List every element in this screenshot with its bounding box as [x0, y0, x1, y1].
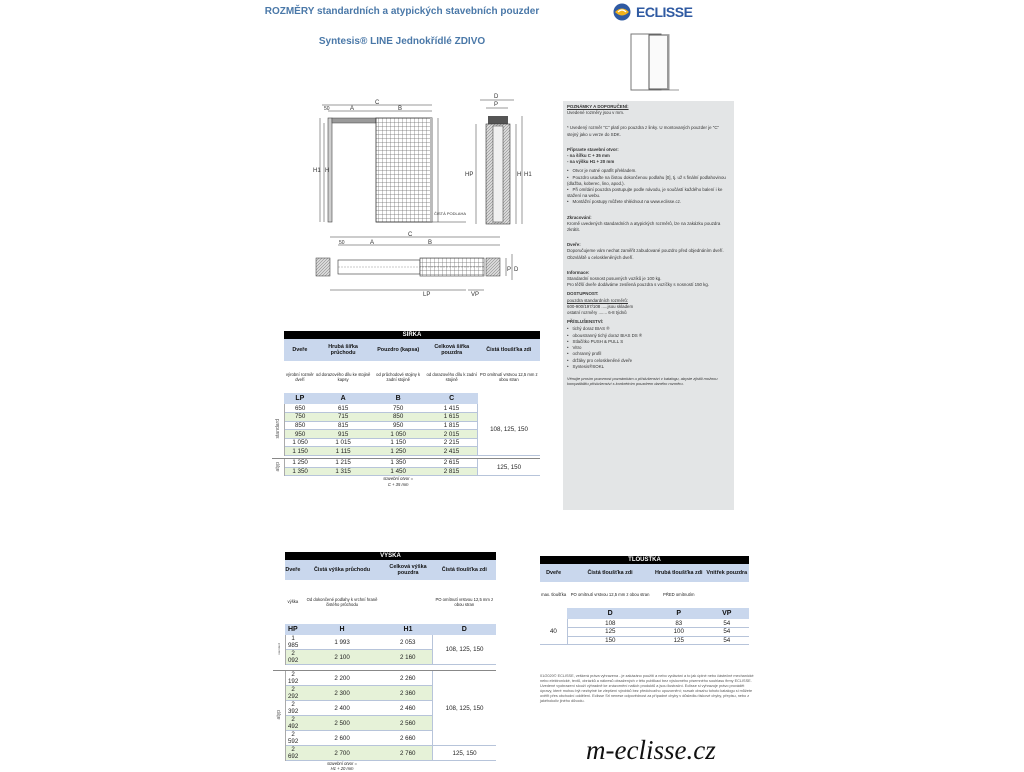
- width-desc: od dorazového dílu ke stojině kapsy: [316, 361, 371, 393]
- table-cell: 54: [705, 636, 749, 645]
- accessory-item: • držáky pro celoskleněné dveře: [567, 358, 730, 364]
- thickness-desc: [705, 582, 749, 608]
- dim-hp: HP: [465, 172, 474, 178]
- table-cell: 2 300: [301, 686, 384, 701]
- accessory-item: • Vitro: [567, 345, 730, 351]
- page-title: ROZMĚRY standardních a atypických stavebních pouzder: [264, 6, 540, 17]
- height-header: Celková výška pouzdra: [383, 560, 432, 580]
- table-cell: 1 015: [316, 438, 371, 447]
- table-cell: 2 760: [383, 746, 432, 761]
- table-cell: 650: [284, 404, 316, 413]
- table-cell: 150: [567, 636, 653, 645]
- opening-heading: Připravte stavební otvor:: [567, 146, 619, 152]
- dim-c-top: C: [375, 100, 380, 106]
- height-table-title: VÝŠKA: [285, 552, 496, 560]
- table-cell: 100: [653, 628, 705, 637]
- table-cell: 750: [284, 413, 316, 422]
- width-header: Hrubá šířka průchodu: [316, 339, 371, 361]
- width-table-title: ŠÍŘKA: [284, 331, 540, 339]
- table-cell: 125: [653, 636, 705, 645]
- dim-c-plan: C: [408, 232, 413, 238]
- accessory-item: • Stlačítko PUSH & PULL S: [567, 339, 730, 345]
- dim-50-bottom: 50: [339, 240, 345, 246]
- table-cell: 2 692: [285, 746, 301, 761]
- table-cell: 2 500: [301, 716, 384, 731]
- notes-bullet: • Montážní postupy můžete shlédnout na www.eclisse.cz.: [567, 199, 730, 205]
- doors-heading: Dveře:: [567, 242, 581, 248]
- table-cell: 83: [653, 619, 705, 628]
- table-cell: 2 615: [426, 459, 478, 468]
- height-table: [273, 552, 496, 772]
- pocket-door-drawing: [310, 90, 540, 305]
- thickness-desc: max. tloušťka: [540, 582, 567, 608]
- notes-intro: Uvedené rozměry jsou v mm.: [567, 110, 625, 116]
- table-cell: 2 015: [426, 430, 478, 439]
- table-cell: 2 700: [301, 746, 384, 761]
- accessories-footnote: Věnujte prosím pozornost poznámkám u příslušenství v katalogu, abyste zjistili možnou kompatibilitu příslušenství s konkrétním pouzdrem daného rozměru.: [567, 375, 718, 386]
- table-cell: 2 660: [383, 731, 432, 746]
- info-text-2: Pro těžší dveře dodáváme zesílená pouzdra s vozíčky s nosností 150 kg.: [567, 282, 710, 288]
- table-cell: 750: [370, 404, 425, 413]
- dim-h1-right: H1: [524, 172, 532, 178]
- table-cell: 1 150: [284, 447, 316, 456]
- height-last-wall: 125, 150: [433, 746, 496, 761]
- dim-p-plan: P: [507, 267, 512, 273]
- table-cell: 2 392: [285, 701, 301, 716]
- accessories-heading: PŘÍSLUŠENSTVÍ:: [567, 319, 604, 325]
- table-cell: 2 415: [426, 447, 478, 456]
- notes-c-note: * Uvedený rozměr "C" platí pro pouzdra z linky. U montovaných pouzder je "C" stejný jako u verze do SDK.: [567, 125, 720, 137]
- table-cell: 54: [705, 628, 749, 637]
- thickness-header: Dveře: [540, 564, 567, 582]
- table-cell: 1 815: [426, 421, 478, 430]
- dim-b-plan: B: [428, 240, 433, 246]
- accessory-item: • oboustranný tichý doraz BIAS DS ®: [567, 333, 730, 339]
- height-note-line-2: H1 + 20 mm: [330, 766, 354, 772]
- thickness-header: Vnitřek pouzdra: [705, 564, 749, 582]
- table-cell: 815: [316, 421, 371, 430]
- availability-line-2: 600-900/197/108 .....jsou skladem: [567, 303, 634, 309]
- width-header: Pouzdro (kapsa): [370, 339, 425, 361]
- dim-d-plan: D: [514, 267, 519, 273]
- width-desc: od průchodové stojiny k zadní stojině: [370, 361, 425, 393]
- table-cell: 2 492: [285, 716, 301, 731]
- table-cell: 1 350: [370, 459, 425, 468]
- floor-label: ČISTÁ PODLAHA: [434, 211, 467, 216]
- notes-bullet: • Při omítání pouzdra postupujte podle návodu, je součástí každého balení i ke stažení na webu.: [567, 187, 730, 199]
- height-letter: D: [433, 624, 496, 635]
- table-cell: 615: [316, 404, 371, 413]
- notes-heading: POZNÁMKY A DOPORUČENÍ:: [567, 104, 629, 109]
- table-cell: 915: [316, 430, 371, 439]
- table-cell: 850: [284, 421, 316, 430]
- height-atyp-wall: 108, 125, 150: [433, 671, 496, 746]
- table-cell: 1 315: [316, 467, 371, 476]
- info-text-1: Standardní nosnost posuvných vozíků je 100 kg.: [567, 276, 662, 282]
- width-letter: A: [316, 393, 371, 404]
- width-desc: PO omítnutí vrstvou 12,5 mm z obou stran: [478, 361, 540, 393]
- table-cell: 1 450: [370, 467, 425, 476]
- width-atyp-wall: 125, 150: [478, 459, 540, 476]
- table-cell: 1 150: [370, 438, 425, 447]
- shortening-text: Kromě uvedených standardních a atypických rozměrů, lze na zakázku pouzdra zkrátit.: [567, 220, 721, 233]
- thickness-letter: D: [567, 608, 653, 619]
- thickness-letter-empty: [540, 608, 567, 619]
- eclisse-logo: [612, 2, 708, 22]
- width-header: Čistá tloušťka zdi: [478, 339, 540, 361]
- table-cell: 2 092: [285, 650, 301, 665]
- table-cell: 2 192: [285, 671, 301, 686]
- table-cell: 1 250: [284, 459, 316, 468]
- width-desc: výrobní rozměr dveří: [284, 361, 316, 393]
- height-desc: Od dokončené podlahy k vrchní hraně čistého průchodu: [301, 580, 384, 624]
- width-table: [272, 331, 540, 487]
- height-desc: PO omítnutí vrstvou 12,5 mm z obou stran: [433, 580, 496, 624]
- availability-heading: DOSTUPNOST:: [567, 291, 599, 297]
- width-letter: C: [426, 393, 478, 404]
- dim-a-plan: A: [370, 240, 375, 246]
- height-letter: H: [301, 624, 384, 635]
- width-letter: B: [370, 393, 425, 404]
- opening-width: - na šířku C + 35 mm: [567, 153, 610, 159]
- table-cell: 108: [567, 619, 653, 628]
- table-cell: 1 050: [370, 430, 425, 439]
- notes-bullet: • Pouzdro usaďte na čistou dokončenou podlahu [0], tj. už s finální podlahovinou (dlažba, koberec, lino, apod.).: [567, 175, 730, 187]
- dim-h1-left: H1: [313, 168, 321, 174]
- dim-b-top: B: [398, 106, 403, 112]
- dim-d-side: D: [494, 94, 499, 100]
- thickness-door: 40: [540, 619, 567, 645]
- table-cell: 2 600: [301, 731, 384, 746]
- table-cell: 2 592: [285, 731, 301, 746]
- thickness-table: [540, 556, 749, 645]
- table-cell: 950: [370, 421, 425, 430]
- notes-panel: [563, 101, 734, 510]
- table-cell: 2 560: [383, 716, 432, 731]
- dim-h-right: H: [517, 172, 522, 178]
- dim-h-left: H: [325, 168, 330, 174]
- height-header: Čistá tloušťka zdi: [433, 560, 496, 580]
- table-cell: 54: [705, 619, 749, 628]
- website-text: m-eclisse.cz: [586, 735, 716, 765]
- table-cell: 2 260: [383, 671, 432, 686]
- table-cell: 2 815: [426, 467, 478, 476]
- height-group-atyp: atyp: [273, 671, 285, 761]
- accessory-item: • ochranný profil: [567, 351, 730, 357]
- width-letter: LP: [284, 393, 316, 404]
- width-group-atyp: atyp: [272, 459, 284, 476]
- thickness-letter: P: [653, 608, 705, 619]
- table-cell: 2 400: [301, 701, 384, 716]
- table-cell: 2 200: [301, 671, 384, 686]
- dim-vp: VP: [471, 292, 480, 298]
- thickness-letter: VP: [705, 608, 749, 619]
- table-cell: 125: [567, 628, 653, 637]
- table-cell: 2 215: [426, 438, 478, 447]
- height-letter: HP: [285, 624, 301, 635]
- thickness-header: Čistá tloušťka zdi: [567, 564, 653, 582]
- width-header: Dveře: [284, 339, 316, 361]
- table-cell: 850: [370, 413, 425, 422]
- table-cell: 1 115: [316, 447, 371, 456]
- table-cell: 2 160: [383, 650, 432, 665]
- height-group-standard: standard: [273, 635, 285, 665]
- height-letter: H1: [383, 624, 432, 635]
- table-cell: 1 415: [426, 404, 478, 413]
- height-header: Čistá výška průchodu: [301, 560, 384, 580]
- table-cell: 1 215: [316, 459, 371, 468]
- dim-p-side: P: [494, 102, 499, 108]
- thickness-table-title: TLOUŠŤKA: [540, 556, 749, 564]
- availability-line-3: ostatní rozměry ....... 6-8 týdnů: [567, 310, 627, 316]
- table-cell: 1 985: [285, 635, 301, 650]
- width-desc: od dorazového dílu k zadní stojině: [426, 361, 478, 393]
- dim-50-top: 50: [324, 106, 330, 112]
- availability-line-1: pouzdra standardních rozměrů:: [567, 297, 629, 303]
- height-desc: [383, 580, 432, 624]
- table-cell: 950: [284, 430, 316, 439]
- notes-bullet: • Otvor je nutné opatřit překladem.: [567, 168, 730, 174]
- width-opening-note: [370, 476, 425, 487]
- width-group-standard: standard: [272, 404, 284, 456]
- height-header: Dveře: [285, 560, 301, 580]
- logo-globe-icon: [612, 2, 634, 22]
- copyright-text: 01/2020© ECLISSE, veškerá práva vyhrazena - je zakázáno použití a nebo vydávání a to jak úplné nebo částečné mechanické nebo elektronické, textů, obrázků a nákresů obsažených v této publikaci bez výslovného písemného souhlasu firmy ECLISSE. Uvedené vyobrazení slouží výhradně ke znázornění našich produktů a jsou ilustrační. Eclisse si vyhrazuje právo provádět úpravy, které mohou být nezbytné ke zlepšení výrobků bez předchozího upozornění; rozsah obsahu tohoto katalogu si můžete ověřit přes obchodní oddělení. Eclisse Srl nenese odpovědnost za případné chyby v důsledku tiskové chyby, přepisu, nebo z jakéhokoliv jiného důvodu.: [540, 674, 754, 703]
- notes-bullets: [567, 168, 730, 205]
- width-note-line-1: stavební otvor =: [383, 476, 414, 482]
- info-heading: Informace:: [567, 269, 590, 275]
- height-desc: výška: [285, 580, 301, 624]
- accessory-item: • tichý doraz BIAS ®: [567, 326, 730, 332]
- height-note-line-1: stavební otvor =: [327, 761, 358, 766]
- table-cell: 2 292: [285, 686, 301, 701]
- table-cell: 2 460: [383, 701, 432, 716]
- thickness-desc: PŘED omítnutím: [653, 582, 705, 608]
- table-cell: 1 350: [284, 467, 316, 476]
- table-cell: 2 100: [301, 650, 384, 665]
- height-opening-note: [301, 761, 384, 772]
- dim-a-top: A: [350, 106, 355, 112]
- table-cell: 1 615: [426, 413, 478, 422]
- width-header: Celková šířka pouzdra: [426, 339, 478, 361]
- opening-height: - na výšku H1 + 20 mm: [567, 159, 615, 165]
- height-standard-wall: 108, 125, 150: [433, 635, 496, 665]
- page-subtitle: Syntesis® LINE Jednokřídlé ZDIVO: [318, 36, 486, 47]
- width-note-line-2: C + 35 mm: [387, 481, 409, 487]
- table-cell: 2 053: [383, 635, 432, 650]
- thickness-desc: PO omítnutí vrstvou 12,5 mm z obou stran: [567, 582, 653, 608]
- dim-lp: LP: [423, 292, 431, 298]
- accessories-list: [567, 326, 730, 369]
- table-cell: 1 050: [284, 438, 316, 447]
- accessory-item: • Syntesis®SOKL: [567, 364, 730, 370]
- door-thumbnail-icon: [630, 30, 680, 92]
- width-standard-wall: 108, 125, 150: [478, 404, 540, 456]
- shortening-heading: Zkracování:: [567, 214, 592, 220]
- width-letter-empty: [478, 393, 540, 404]
- table-cell: 1 993: [301, 635, 384, 650]
- table-cell: 715: [316, 413, 371, 422]
- table-cell: 1 250: [370, 447, 425, 456]
- table-cell: 2 360: [383, 686, 432, 701]
- thickness-header: Hrubá tloušťka zdi: [653, 564, 705, 582]
- doors-text: Doporučujeme vám nechat zaměřit zabudované pouzdro před objednáním dveří. Obzvláště u celoskleněných dveří.: [567, 248, 724, 260]
- logo-text: ECLISSE: [636, 4, 693, 20]
